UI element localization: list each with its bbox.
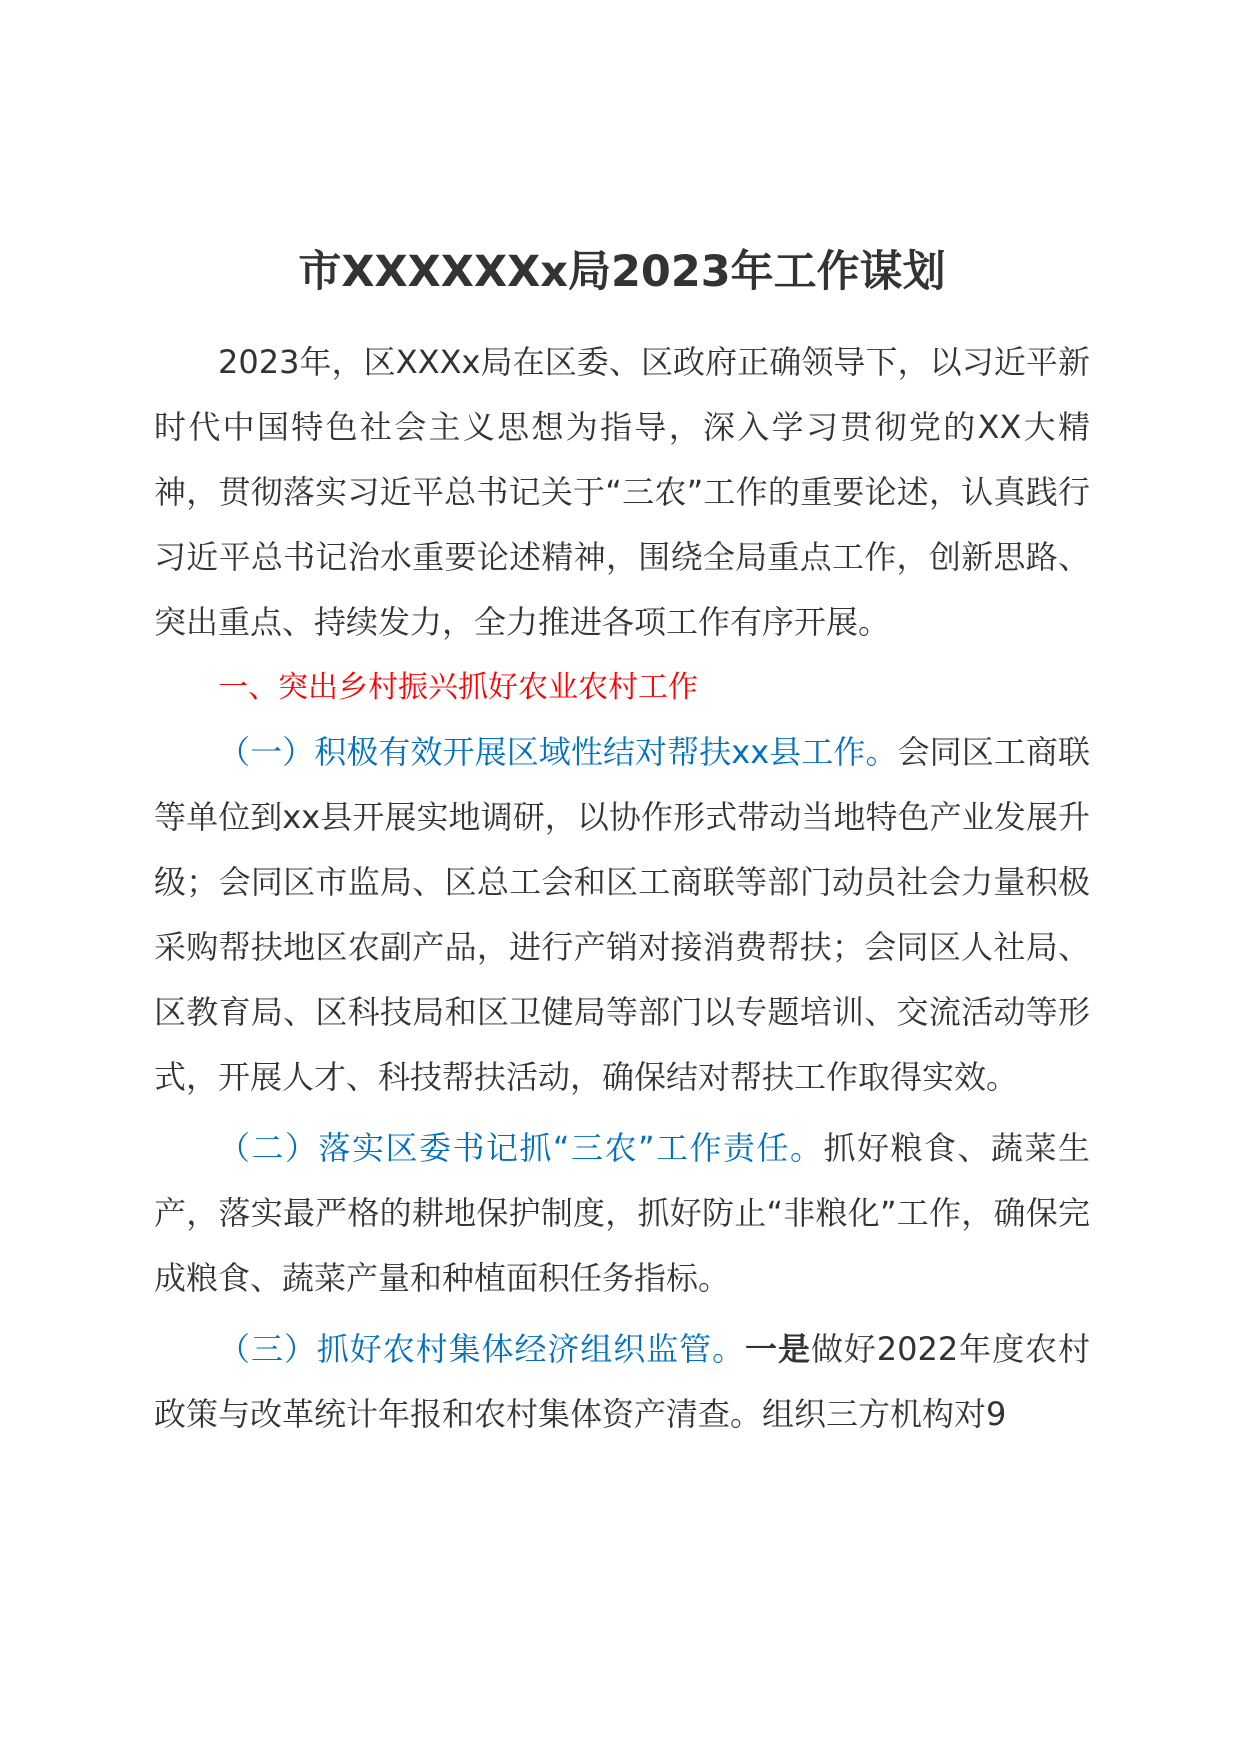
item-2-lead: （二）落实区委书记抓“三农”工作责任。 (218, 1129, 824, 1167)
item-1-lead: （一）积极有效开展区域性结对帮扶xx县工作。 (218, 733, 898, 771)
item-2-paragraph (154, 1116, 1090, 1311)
intro-paragraph: 2023年，区XXXx局在区委、区政府正确领导下，以习近平新时代中国特色社会主义思想为指导，深入学习贯彻党的XX大精神，贯彻落实习近平总书记关于“三农”工作的重要论述，认真践行习近平总书记治水重要论述精神，围绕全局重点工作，创新思路、突出重点、持续发力，全力推进各项工作有序开展。 (154, 343, 1090, 641)
item-1-paragraph (154, 720, 1090, 1110)
item-3-bold-lead: 一是 (745, 1330, 811, 1368)
document-title: 市XXXXXXx局2023年工作谋划 (298, 247, 946, 297)
item-1-body: 会同区工商联等单位到xx县开展实地调研，以协作形式带动当地特色产业发展升级；会同区市监局、区总工会和区工商联等部门动员社会力量积极采购帮扶地区农副产品，进行产销对接消费帮扶；会同区人社局、区教育局、区科技局和区卫健局等部门以专题培训、交流活动等形式，开展人才、科技帮扶活动，确保结对帮扶工作取得实效。 (154, 733, 1090, 1096)
item-2-body: 抓好粮食、蔬菜生产，落实最严格的耕地保护制度，抓好防止“非粮化”工作，确保完成粮食、蔬菜产量和种植面积任务指标。 (154, 1129, 1090, 1297)
item-3-lead: （三）抓好农村集体经济组织监管。 (218, 1330, 746, 1368)
item-3-paragraph (154, 1317, 1090, 1447)
section-heading: 一、突出乡村振兴抓好农业农村工作 (218, 670, 698, 705)
item-3-body: 做好2022年度农村政策与改革统计年报和农村集体资产清查。组织三方机构对9 (154, 1330, 1090, 1433)
document-content (154, 236, 1090, 1447)
